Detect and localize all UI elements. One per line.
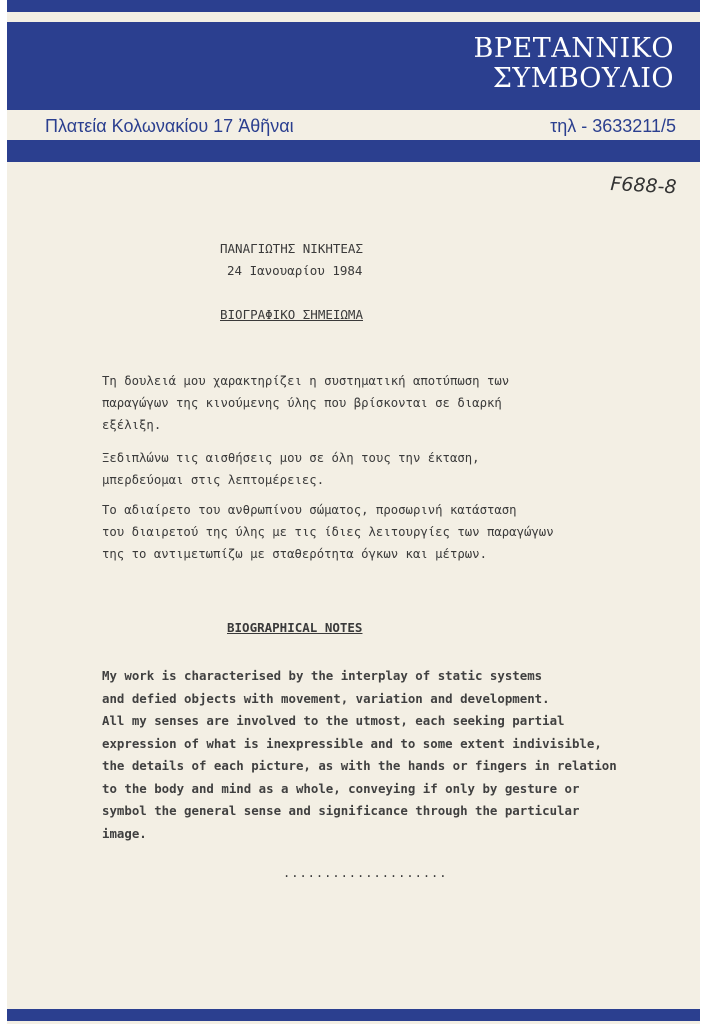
- english-line: to the body and mind as a whole, conveying if only by gesture or: [102, 781, 580, 796]
- top-stripe: [7, 0, 700, 12]
- letter-date: 24 Ιανουαρίου 1984: [227, 263, 363, 278]
- greek-line: μπερδεύομαι στις λεπτομέρειες.: [102, 473, 325, 487]
- greek-line: Τη δουλειά μου χαρακτηρίζει η συστηματική αποτύπωση των: [102, 374, 510, 388]
- english-line: My work is characterised by the interplay of static systems: [102, 668, 543, 683]
- english-line: image.: [102, 826, 147, 841]
- bottom-band: [7, 1009, 700, 1021]
- english-line: All my senses are involved to the utmost, each seeking partial: [102, 713, 565, 728]
- greek-line: της το αντιμετωπίζω με σταθερότητα όγκων και μέτρων.: [102, 547, 487, 561]
- greek-line: Ξεδιπλώνω τις αισθήσεις μου σε όλη τους την έκταση,: [102, 451, 480, 465]
- closing-dots: ....................: [283, 866, 448, 880]
- greek-title: ΒΙΟΓΡΑΦΙΚΟ ΣΗΜΕΙΩΜΑ: [220, 307, 363, 322]
- org-name-line-2: ΣΥΜΒΟΥΛΙΟ: [492, 63, 674, 94]
- phone-number: τηλ - 3633211/5: [550, 116, 676, 136]
- letterhead-band: [7, 22, 700, 110]
- address-row: [7, 110, 700, 140]
- english-line: symbol the general sense and significance through the particular: [102, 803, 580, 818]
- handwritten-reference: F688-8: [609, 173, 678, 199]
- greek-line: Το αδιαίρετο του ανθρωπίνου σώματος, προσωρινή κατάσταση: [102, 503, 517, 517]
- organization-name: [474, 34, 674, 94]
- address: Πλατεία Κολωνακίου 17 Ἀθῆναι: [45, 116, 294, 136]
- greek-line: παραγώγων της κινούμενης ύλης που βρίσκονται σε διαρκή: [102, 396, 502, 410]
- author-name: ΠΑΝΑΓΙΩΤΗΣ ΝΙΚΗΤΕΑΣ: [220, 241, 363, 256]
- english-line: expression of what is inexpressible and to some extent indivisible,: [102, 736, 602, 751]
- greek-line: του διαιρετού της ύλης με τις ίδιες λειτουργίες των παραγώγων: [102, 525, 554, 539]
- greek-line: εξέλιξη.: [102, 418, 162, 432]
- english-line: the details of each picture, as with the hands or fingers in relation: [102, 758, 617, 773]
- english-title: BIOGRAPHICAL NOTES: [227, 620, 363, 635]
- english-line: and defied objects with movement, variation and development.: [102, 691, 550, 706]
- letter-sheet: [7, 0, 700, 1024]
- org-name-line-1: ΒΡΕΤΑΝΝΙΚΟ: [473, 33, 674, 64]
- letterhead-sub-band: [7, 140, 700, 162]
